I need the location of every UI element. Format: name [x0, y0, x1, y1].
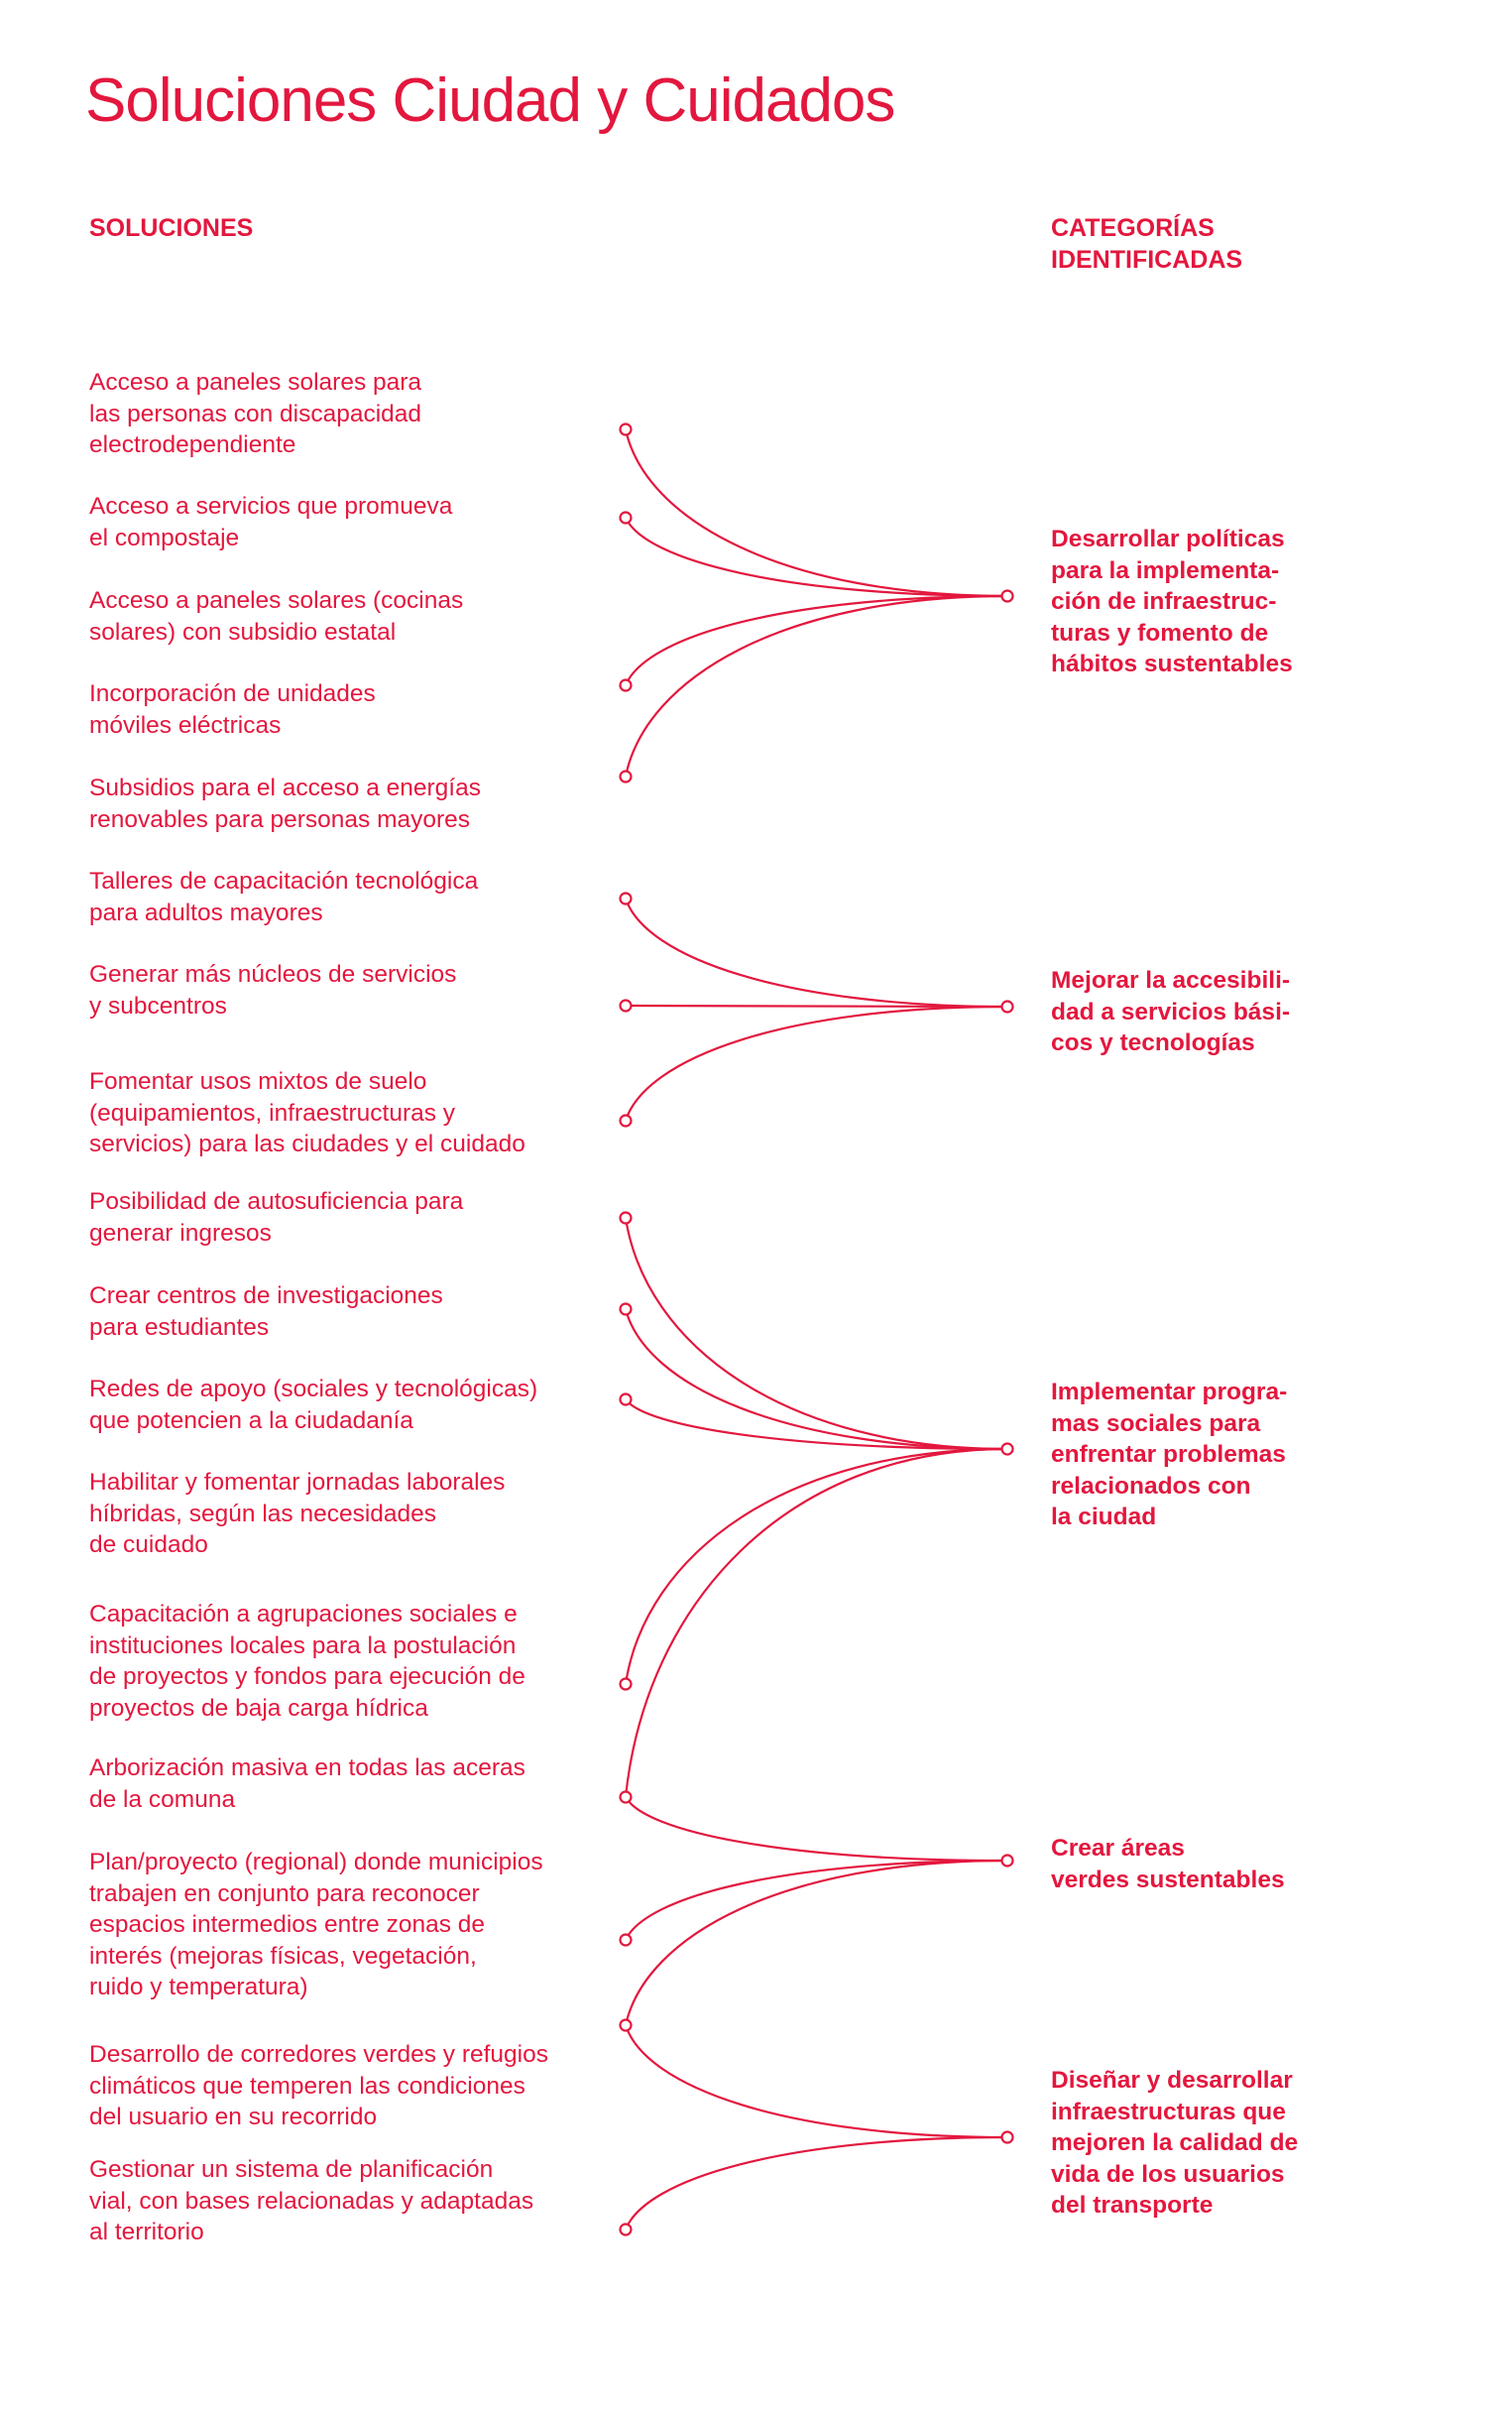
category-item: Implementar progra- mas sociales para enfrentar problemas relacionados con la ciudad: [1051, 1379, 1288, 1530]
category-node: [1002, 1856, 1013, 1867]
solution-node: [621, 513, 632, 524]
solution-node: [621, 1394, 632, 1405]
solution-node: [621, 1304, 632, 1315]
connection-line: [626, 1007, 1007, 1121]
category-item: Crear áreas verdes sustentables: [1051, 1835, 1285, 1893]
solution-item: Habilitar y fomentar jornadas laborales híbridas, según las necesidades de cuidado: [89, 1469, 506, 1558]
connection-line: [626, 1797, 1007, 1861]
solution-item: Subsidios para el acceso a energías renovables para personas mayores: [89, 775, 481, 833]
solution-item: Fomentar usos mixtos de suelo (equipamientos, infraestructuras y servicios) para las ciudades y el cuidado: [89, 1068, 525, 1157]
solution-node: [621, 1679, 632, 1690]
categories-header: CATEGORÍAS IDENTIFICADAS: [1051, 214, 1243, 274]
solution-item: Gestionar un sistema de planificación vial, con bases relacionadas y adaptadas al territorio: [89, 2156, 534, 2245]
solution-item: Acceso a paneles solares para las personas con discapacidad electrodependiente: [89, 369, 422, 458]
category-node: [1002, 1002, 1013, 1013]
connection-line: [626, 1399, 1007, 1449]
connection-line: [626, 518, 1007, 596]
solution-node: [621, 424, 632, 435]
connection-line: [626, 2137, 1007, 2230]
solution-node: [621, 894, 632, 904]
connection-line: [626, 429, 1007, 596]
connection-line: [626, 1006, 1007, 1007]
connection-line: [626, 899, 1007, 1007]
solution-node: [621, 772, 632, 783]
category-item: Diseñar y desarrollar infraestructuras que mejoren la calidad de vida de los usuarios del transporte: [1051, 2067, 1299, 2219]
solution-node: [621, 680, 632, 691]
solution-item: Arborización masiva en todas las aceras de la comuna: [89, 1754, 525, 1813]
solutions-header: SOLUCIONES: [89, 214, 254, 242]
solution-item: Crear centros de investigaciones para estudiantes: [89, 1282, 443, 1341]
solution-item: Acceso a paneles solares (cocinas solares) con subsidio estatal: [89, 587, 464, 646]
solution-item: Plan/proyecto (regional) donde municipios trabajen en conjunto para reconocer espacios intermedios entre zonas de interés (mejoras físicas, vegetación, ruido y temperatura): [89, 1849, 543, 2000]
connection-line: [626, 1449, 1007, 1797]
category-node: [1002, 2132, 1013, 2143]
connection-line: [626, 1309, 1007, 1449]
connection-line: [626, 2025, 1007, 2137]
solution-item: Talleres de capacitación tecnológica para adultos mayores: [89, 868, 479, 926]
connection-line: [626, 596, 1007, 777]
solution-node: [621, 1001, 632, 1012]
solution-item: Capacitación a agrupaciones sociales e instituciones locales para la postulación de proyectos y fondos para ejecución de proyectos de baja carga hídrica: [89, 1601, 525, 1722]
solution-item: Incorporación de unidades móviles eléctricas: [89, 680, 376, 739]
connection-line: [626, 1218, 1007, 1449]
page-title: Soluciones Ciudad y Cuidados: [85, 66, 895, 135]
category-node: [1002, 591, 1013, 602]
solution-node: [621, 1935, 632, 1946]
solution-node: [621, 1792, 632, 1803]
solution-node: [621, 1116, 632, 1127]
solution-node: [621, 2225, 632, 2235]
category-item: Desarrollar políticas para la implementa- ción de infraestruc- turas y fomento de hábitos sustentables: [1051, 526, 1293, 677]
connection-line: [626, 596, 1007, 685]
connection-line: [626, 1861, 1007, 1940]
solution-item: Generar más núcleos de servicios y subcentros: [89, 961, 457, 1020]
solution-item: Desarrollo de corredores verdes y refugios climáticos que temperen las condiciones del usuario en su recorrido: [89, 2041, 548, 2130]
solution-item: Acceso a servicios que promueva el compostaje: [89, 493, 453, 551]
solution-item: Redes de apoyo (sociales y tecnológicas) que potencien a la ciudadanía: [89, 1376, 538, 1434]
connection-line: [626, 1449, 1007, 1684]
connection-line: [626, 1861, 1007, 2025]
category-node: [1002, 1444, 1013, 1455]
solution-node: [621, 1213, 632, 1224]
solution-node: [621, 2020, 632, 2031]
solution-item: Posibilidad de autosuficiencia para generar ingresos: [89, 1188, 464, 1247]
category-item: Mejorar la accesibili- dad a servicios bási- cos y tecnologías: [1051, 967, 1291, 1056]
